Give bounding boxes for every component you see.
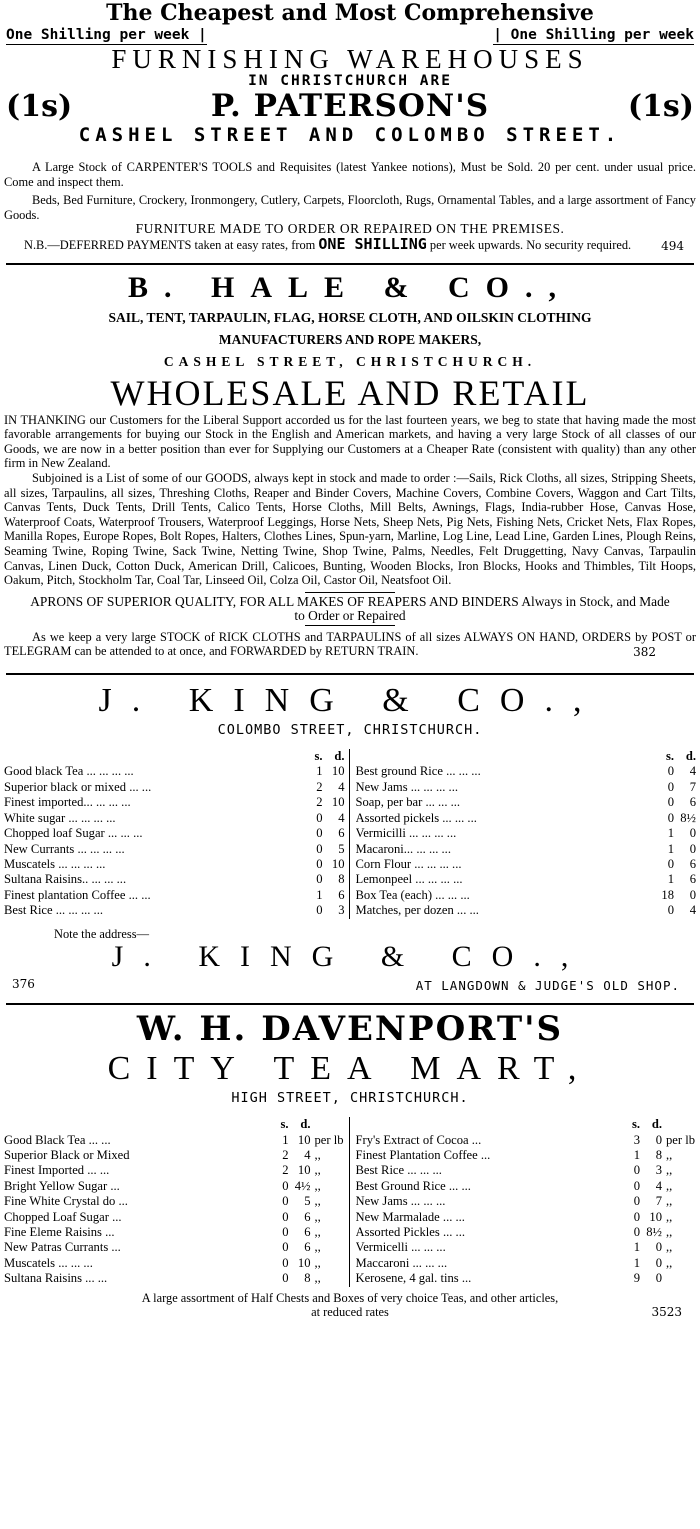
pence: 10 [331,764,345,779]
price-row [4,842,345,857]
price-row [356,780,697,795]
pence: 7 [655,1194,662,1209]
item-name: Finest Imported ... ... [4,1163,110,1178]
item-name: Best Rice ... ... ... ... [4,903,103,918]
shillings: 0 [316,856,323,871]
price-row [356,857,697,872]
price-row [4,857,345,872]
unit: ,, [314,1255,321,1270]
pence: 0 [689,826,696,841]
city-tea-mart: CITY TEA MART, [107,1050,593,1088]
shillings: 0 [633,1209,640,1224]
shillings: 0 [316,903,323,918]
pence: 0 [655,1255,662,1270]
price-row [4,764,345,779]
pence: 10 [331,856,345,871]
item-name: Maccaroni ... ... ... [355,1255,448,1270]
pence: 3 [655,1163,662,1178]
king-name: J. KING & CO., [98,682,602,720]
pence: 10 [331,795,345,810]
short-rule [305,592,395,593]
pence: 10 [297,1132,311,1147]
item-name: Muscatels ... ... ... ... [4,856,106,871]
unit: ,, [314,1224,321,1239]
pence: 6 [689,872,696,887]
shillings: 1 [667,872,674,887]
pence: 5 [338,841,345,856]
price-row [4,811,345,826]
shillings-header: s. [314,749,323,764]
item-name: Fine White Crystal do ... [4,1194,128,1209]
shillings: 0 [667,856,674,871]
pence: 6 [304,1209,311,1224]
price-row [4,1240,345,1255]
paterson-name-row [4,89,696,124]
pence: 4 [689,903,696,918]
pence: 10 [649,1209,662,1224]
item-name: Muscatels ... ... ... [4,1255,93,1270]
pence: 0 [655,1271,662,1286]
pence-header: d. [651,1117,662,1132]
price-row [356,1256,697,1271]
shillings-header: s. [631,1117,640,1132]
divider [6,1003,694,1005]
shillings: 9 [633,1271,640,1286]
item-name: Kerosene, 4 gal. tins ... [355,1271,472,1286]
item-name: Best ground Rice ... ... ... [355,764,481,779]
king-address: COLOMBO STREET, CHRISTCHURCH. [217,722,483,739]
item-name: Lemonpeel ... ... ... ... [355,872,463,887]
short-rule [305,625,395,626]
pence: 10 [297,1255,311,1270]
unit: ,, [314,1271,321,1286]
hale-name: B. HALE & CO., [127,270,573,304]
one-shilling-right: (1s) [627,89,694,124]
pence: 6 [338,826,345,841]
hale-advertisement [0,269,700,660]
hale-trade-line: SAIL, TENT, TARPAULIN, FLAG, HORSE CLOTH, AND OILSKIN CLOTHING [108,309,592,325]
paterson-advertisement [0,0,700,253]
payments-tail: per week upwards. No security required. [429,237,632,252]
one-shilling-left: (1s) [6,89,73,124]
unit: ,, [666,1224,673,1239]
shillings: 1 [633,1240,640,1255]
pence: 5 [304,1194,311,1209]
shillings: 0 [667,810,674,825]
shillings: 3 [633,1132,640,1147]
pence: 4 [655,1178,662,1193]
price-row [4,1225,345,1240]
item-name: Finest imported... ... ... ... [4,795,131,810]
pence: 0 [655,1132,662,1147]
unit [662,1271,696,1286]
shilling-right: | One Shilling per week [493,27,694,43]
price-row [356,826,697,841]
davenport-footer-line1: A large assortment of Half Chests and Boxes of very choice Teas, and other articles, [141,1290,559,1305]
price-row [356,888,697,903]
pence: 0 [655,1240,662,1255]
item-name: Corn Flour ... ... ... ... [355,856,462,871]
item-name: Superior Black or Mixed [4,1147,130,1162]
in-christchurch-line: IN CHRISTCHURCH ARE [248,73,452,89]
pence: 4 [338,779,345,794]
paterson-para-furniture: FURNITURE MADE TO ORDER OR REPAIRED ON THE PREMISES. [135,221,565,237]
shillings: 1 [316,887,323,902]
pence-header: d. [300,1117,311,1132]
price-row [356,795,697,810]
paterson-para-payments [4,234,696,253]
price-row [4,1133,345,1148]
furnishing-warehouses-title: FURNISHING WAREHOUSES [111,44,589,74]
shillings: 0 [316,841,323,856]
divider [6,263,694,265]
shillings: 18 [661,887,674,902]
hale-manufacturers: MANUFACTURERS AND ROPE MAKERS, [218,331,482,347]
shillings: 1 [316,764,323,779]
davenport-footer-line2: at reduced rates [311,1305,389,1320]
shillings: 0 [316,872,323,887]
price-row [356,1148,697,1163]
item-name: Fine Eleme Raisins ... [4,1224,115,1239]
price-row [356,1163,697,1178]
item-name: Box Tea (each) ... ... ... [355,887,470,902]
pence: 0 [689,841,696,856]
price-row [4,826,345,841]
unit: ,, [666,1240,673,1255]
price-row [4,1256,345,1271]
king-advertisement [0,681,700,995]
pence-header: d. [334,749,345,764]
price-row [356,842,697,857]
shillings: 1 [282,1132,289,1147]
item-name: New Patras Currants ... [4,1240,121,1255]
unit: ,, [666,1194,673,1209]
price-header [356,1117,697,1132]
shillings: 0 [633,1178,640,1193]
davenport-advertisement [0,1009,700,1320]
price-row [356,1240,697,1255]
hale-aprons: APRONS OF SUPERIOR QUALITY, FOR ALL MAKES OF REAPERS AND BINDERS Always in Stock, and Made to Order or Repaired [30,593,670,624]
shillings: 0 [282,1178,289,1193]
item-name: Sultana Raisins ... ... [4,1271,108,1286]
price-header [4,1117,345,1132]
price-row [4,1194,345,1209]
unit: ,, [314,1147,321,1162]
pence: 8 [304,1271,311,1286]
payments-text: N.B.—DEFERRED PAYMENTS taken at easy rates, from [24,237,316,252]
pence-header: d. [685,749,696,764]
pence: 3 [338,903,345,918]
item-name: Vermicilli ... ... ... ... [355,826,457,841]
unit: ,, [314,1194,321,1209]
shillings: 0 [633,1194,640,1209]
item-name: Soap, per bar ... ... ... [355,795,461,810]
price-row [4,903,345,918]
item-name: Macaroni... ... ... ... [355,841,451,856]
item-name: Good black Tea ... ... ... ... [4,764,134,779]
item-name: Finest plantation Coffee ... ... [4,887,151,902]
shillings: 0 [316,826,323,841]
davenport-price-column-right [350,1117,697,1286]
item-name: New Currants ... ... ... ... [4,841,125,856]
unit: ,, [666,1178,673,1193]
pence: 8½ [680,810,696,825]
price-row [4,780,345,795]
unit: ,, [314,1163,321,1178]
item-name: Vermicelli ... ... ... [355,1240,446,1255]
shillings: 0 [667,903,674,918]
davenport-ref: 3523 [651,1305,682,1320]
shillings: 0 [282,1224,289,1239]
price-row [356,1225,697,1240]
shillings: 0 [282,1255,289,1270]
price-row [4,1210,345,1225]
price-header [4,749,345,764]
king-note: Note the address— [54,926,149,941]
shillings: 0 [667,795,674,810]
price-row [356,903,697,918]
wholesale-retail-title: WHOLESALE AND RETAIL [110,372,590,413]
davenport-name: W. H. DAVENPORT'S [136,1009,564,1050]
price-header [356,749,697,764]
price-row [356,764,697,779]
item-name: New Jams ... ... ... [355,1194,446,1209]
pence: 6 [304,1224,311,1239]
price-row [356,1133,697,1148]
shillings: 1 [633,1255,640,1270]
shillings: 1 [667,826,674,841]
paterson-headline: The Cheapest and Most Comprehensive [106,0,594,26]
one-shilling-bold: ONE SHILLING [318,234,427,253]
item-name: Finest Plantation Coffee ... [355,1147,491,1162]
item-name: Best Rice ... ... ... [355,1163,442,1178]
pence: 4 [338,810,345,825]
king-ref: 376 [12,977,35,992]
unit: ,, [666,1147,673,1162]
shillings: 0 [282,1209,289,1224]
item-name: Fry's Extract of Cocoa ... [355,1132,482,1147]
pence: 6 [689,795,696,810]
king-price-column-left [4,749,350,918]
unit: ,, [666,1163,673,1178]
pence: 7 [689,779,696,794]
pence: 8½ [646,1224,662,1239]
shillings: 0 [282,1271,289,1286]
hale-goods-list: Subjoined is a List of some of our GOODS, always kept in stock and made to order :—Sails, Rick Cloths, all sizes, Stripping Sheets, all sizes, Tarpaulins, all sizes, Threshing Cloths, Reaper and Binder Covers, Machine Covers, Combine Covers, Waggon and Cart Tilts, Canvas Tents, Duck Tents, Drill Tents, Calico Tents, Horse Cloths, Mill Belts, Awnings, Flags, India-rubber Hose, Canvas Hose, Waterproof Coats, Waterproof Trousers, Waterproof Leggings, Horse Nets, Sheep Nets, Pig Nets, Fishing Nets, Cricket Nets, Flax Ropes, Manilla Ropes, Europe Ropes, Bolt Ropes, Halters, Clothes Lines, Spun-yarn, Marline, Log Line, Lead Line, Garden Lines, Plough Reins, Seaming Twine, Roping Twine, Sack Twine, Netting Twine, Shop Twine, Palms, Needles, Felt Druggetting, Navy Canvas, Tarpaulin Canvas, Linen Duck, Cotton Duck, American Drill, Calicoes, Bunting, Wooden Blocks, Iron Blocks, Hooks and Thimbles, Tilt Hoops, Oakum, Pitch, Stockholm Tar, Coal Tar, Linseed Oil, Colza Oil, Castor Oil, Neatsfoot Oil. [4,470,696,588]
shillings: 1 [633,1147,640,1162]
divider [6,673,694,675]
item-name: Bright Yellow Sugar ... [4,1178,120,1193]
unit: ,, [314,1209,321,1224]
shillings: 0 [633,1224,640,1239]
item-name: Sultana Raisins.. ... ... ... [4,872,127,887]
item-name: New Marmalade ... ... [355,1209,465,1224]
shillings: 1 [667,841,674,856]
unit: per lb [314,1132,344,1147]
pence: 4½ [294,1178,311,1193]
hale-ref: 382 [633,645,656,660]
paterson-para-tools: A Large Stock of CARPENTER'S TOOLS and Requisites (latest Yankee notions), Must be Sold. 20 per cent. under usual price. Come and inspect them. [4,160,696,189]
price-row [4,1179,345,1194]
unit: ,, [666,1255,673,1270]
hale-closing: As we keep a very large STOCK of RICK CLOTHS and TARPAULINS of all sizes ALWAYS ON HAND, ORDERS by POST or TELEGRAM can be attended to at once, and FORWARDED by RETURN TRAIN. [4,629,696,659]
pence: 10 [297,1163,311,1178]
shilling-left: One Shilling per week | [6,27,207,43]
shillings: 0 [282,1240,289,1255]
shillings: 0 [282,1194,289,1209]
shillings: 2 [282,1163,289,1178]
price-row [4,1271,345,1286]
price-row [4,1148,345,1163]
item-name: Good Black Tea ... ... [4,1132,111,1147]
price-row [356,872,697,887]
item-name: Superior black or mixed ... ... [4,779,152,794]
shillings: 2 [282,1147,289,1162]
pence: 4 [689,764,696,779]
pence: 6 [338,887,345,902]
item-name: New Jams ... ... ... ... [355,779,458,794]
shillings: 0 [667,779,674,794]
pence: 6 [304,1240,311,1255]
shillings: 2 [316,795,323,810]
unit: per lb [666,1132,696,1147]
davenport-price-column-left [4,1117,350,1286]
davenport-address: HIGH STREET, CHRISTCHURCH. [231,1090,469,1107]
price-row [356,1271,697,1286]
unit: ,, [666,1209,673,1224]
davenport-footer-row [4,1305,696,1320]
paterson-para-goods: Beds, Bed Furniture, Crockery, Ironmongery, Cutlery, Carpets, Floorcloth, Rugs, Ornamental Tables, and a large assortment of Fancy Goods. [4,193,696,222]
item-name: Chopped Loaf Sugar ... [4,1209,122,1224]
price-row [356,1194,697,1209]
paterson-address: CASHEL STREET AND COLOMBO STREET. [78,124,622,146]
item-name: Matches, per dozen ... ... [355,903,479,918]
king-name-repeat: J. KING & CO., [111,940,589,974]
item-name: White sugar ... ... ... ... [4,810,116,825]
price-row [4,1163,345,1178]
price-row [4,795,345,810]
price-row [356,1210,697,1225]
davenport-price-list [4,1117,696,1286]
shillings: 0 [667,764,674,779]
price-row [356,1179,697,1194]
pence: 0 [689,887,696,902]
price-row [356,811,697,826]
item-name: Best Ground Rice ... ... [355,1178,471,1193]
king-shop: AT LANGDOWN & JUDGE'S OLD SHOP. [415,978,680,994]
shillings: 0 [633,1163,640,1178]
shilling-row [4,26,696,45]
pence: 8 [338,872,345,887]
shillings: 0 [316,810,323,825]
shillings-header: s. [665,749,674,764]
price-row [4,888,345,903]
pence: 4 [304,1147,311,1162]
king-price-list [4,749,696,918]
king-footer [4,973,696,995]
shillings: 2 [316,779,323,794]
pence: 8 [655,1147,662,1162]
pence: 6 [689,856,696,871]
paterson-name: P. PATERSON'S [210,88,490,124]
paterson-ref: 494 [661,238,684,253]
unit: ,, [314,1178,321,1193]
king-price-column-right [350,749,697,918]
hale-intro: IN THANKING our Customers for the Liberal Support accorded us for the last fourteen years, we beg to state that having made the most favorable arrangements for buying our Stock in the English and American markets, and having a very large Stock of all classes of our Goods, we are now in a better position than ever for Supplying our Customers at a Cheaper Rate (consistent with quality) than any other firm in New Zealand. [4,412,696,471]
price-row [4,872,345,887]
unit: ,, [314,1240,321,1255]
item-name: Chopped loaf Sugar ... ... ... [4,826,143,841]
hale-address: CASHEL STREET, CHRISTCHURCH. [163,353,537,369]
shillings-header: s. [280,1117,289,1132]
item-name: Assorted Pickles ... ... [355,1224,465,1239]
item-name: Assorted pickels ... ... ... [355,810,477,825]
